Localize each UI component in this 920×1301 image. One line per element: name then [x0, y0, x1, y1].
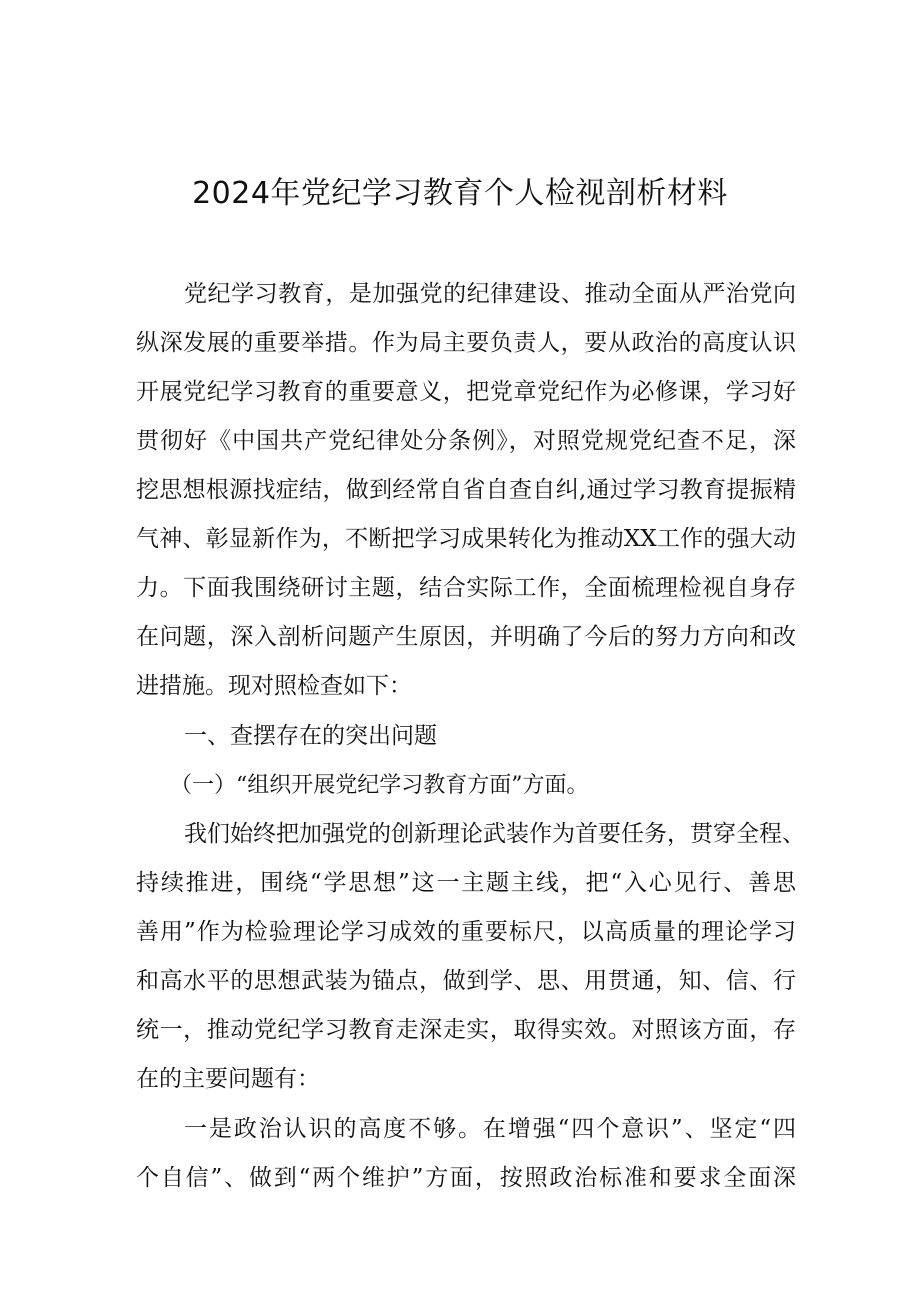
subsection-heading: （一）“组织开展党纪学习教育方面”方面。 — [170, 773, 589, 798]
paragraph-line: 力。下面我围绕研讨主题，结合实际工作，全面梳理检视自身存 — [136, 575, 796, 601]
paragraph-line: 善用”作为检验理论学习成效的重要标尺，以高质量的理论学习 — [136, 919, 796, 945]
paragraph-line: 个自信”、做到“两个维护”方面，按照政治标准和要求全面深 — [136, 1165, 796, 1191]
section-heading: 一、查摆存在的突出问题 — [184, 723, 437, 749]
paragraph-line: 进措施。现对照检查如下： — [136, 673, 412, 699]
paragraph-line: 党纪学习教育，是加强党的纪律建设、推动全面从严治党向 — [184, 281, 796, 307]
paragraph-line: 统一，推动党纪学习教育走深走实，取得实效。对照该方面，存 — [136, 1017, 796, 1043]
paragraph-line: 持续推进，围绕“学思想”这一主题主线，把“入心见行、善思 — [136, 870, 796, 896]
paragraph-line: 开展党纪学习教育的重要意义，把党章党纪作为必修课，学习好 — [136, 379, 796, 405]
paragraph-line: 在问题，深入剖析问题产生原因，并明确了今后的努力方向和改 — [136, 624, 796, 650]
paragraph-line: 在的主要问题有： — [136, 1066, 320, 1092]
document-title: 2024年党纪学习教育个人检视剖析材料 — [192, 176, 728, 211]
paragraph-line: 气神、彰显新作为，不断把学习成果转化为推动XX工作的强大动 — [136, 526, 796, 552]
paragraph-line: 一是政治认识的高度不够。在增强“四个意识”、坚定“四 — [184, 1116, 796, 1142]
paragraph-line: 挖思想根源找症结，做到经常自省自查自纠,通过学习教育提振精 — [136, 477, 796, 503]
paragraph-line: 我们始终把加强党的创新理论武装作为首要任务，贯穿全程、 — [184, 821, 805, 847]
paragraph-line: 和高水平的思想武装为锚点，做到学、思、用贯通，知、信、行 — [136, 968, 796, 994]
paragraph-line: 纵深发展的重要举措。作为局主要负责人，要从政治的高度认识 — [136, 330, 796, 356]
paragraph-line: 贯彻好《中国共产党纪律处分条例》，对照党规党纪查不足，深 — [136, 428, 796, 454]
